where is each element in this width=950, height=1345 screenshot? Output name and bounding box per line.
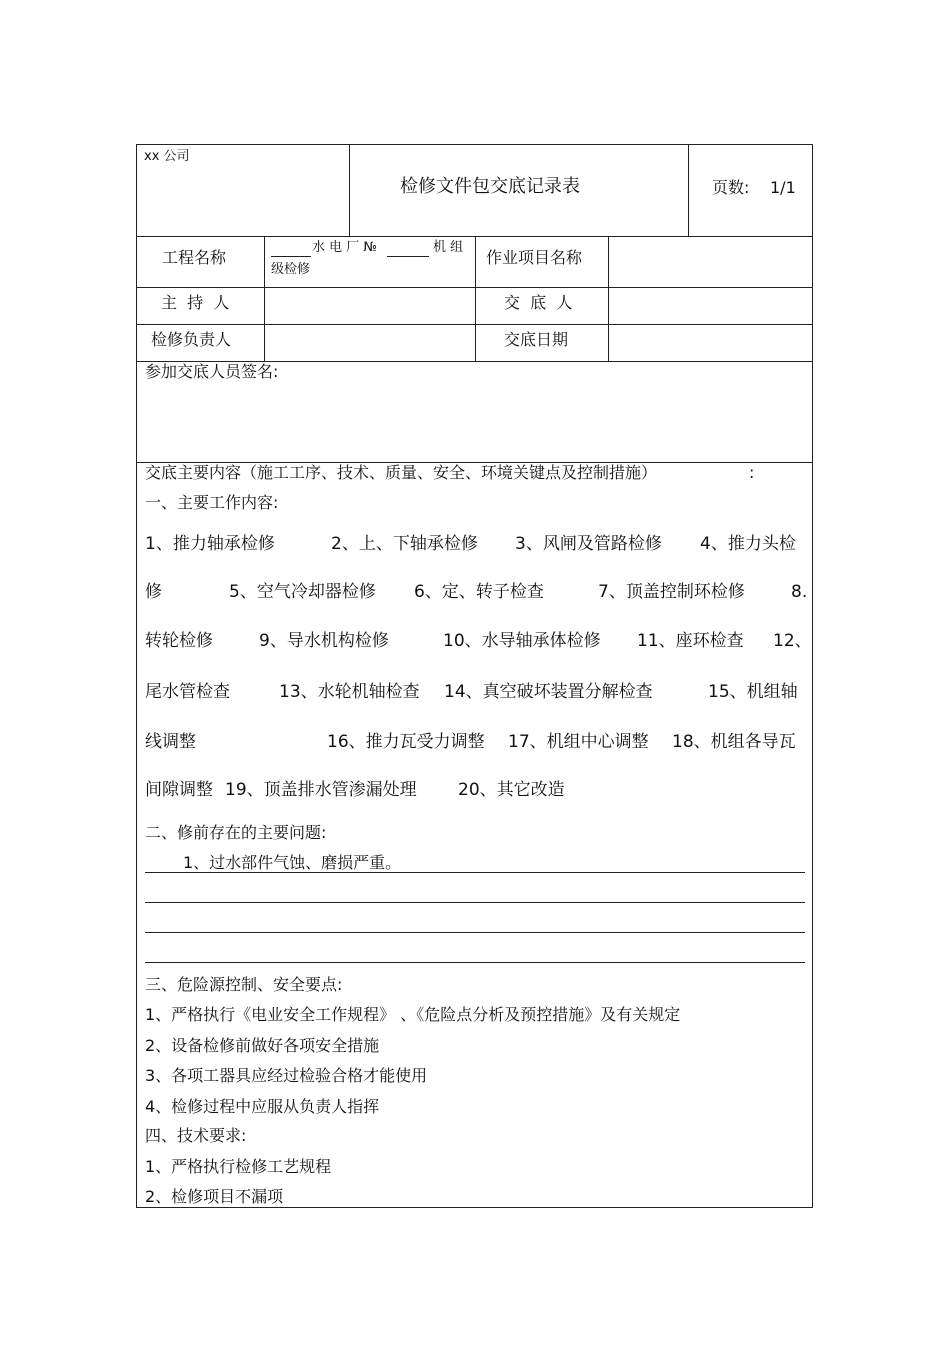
work-item: 间隙调整: [145, 780, 213, 800]
content-heading: 交底主要内容（施工工序、技术、质量、安全、环境关键点及控制措施）: [145, 463, 658, 482]
work-item: 15、机组轴: [708, 682, 798, 702]
work-item: 11、座环检查: [637, 631, 744, 651]
work-item: 12、: [773, 631, 812, 651]
section-4-item: 1、严格执行检修工艺规程: [145, 1157, 332, 1176]
section-3-item: 4、检修过程中应服从负责人指挥: [145, 1097, 380, 1116]
blank-line: [387, 256, 429, 257]
work-item: 14、真空破坏装置分解检查: [444, 682, 653, 702]
page-label: 页数:: [712, 178, 750, 197]
writing-line: [145, 902, 805, 903]
work-item: 8.: [791, 582, 808, 602]
writing-line: [145, 932, 805, 933]
project-name-value: 水 电 厂 №: [312, 240, 377, 255]
section-2-item: 1、过水部件气蚀、磨损严重。: [183, 853, 402, 872]
page-value: 1/1: [770, 178, 796, 197]
form-title: 检修文件包交底记录表: [400, 176, 580, 197]
work-item: 5、空气冷却器检修: [229, 582, 376, 602]
leader-label: 检修负责人: [151, 330, 232, 349]
signatures-label: 参加交底人员签名:: [145, 362, 279, 381]
work-item: 2、上、下轴承检修: [331, 534, 478, 554]
work-item: 1、推力轴承检修: [145, 534, 275, 554]
work-item: 6、定、转子检查: [414, 582, 544, 602]
project-name-label: 工程名称: [162, 248, 227, 267]
work-item: 19、顶盖排水管渗漏处理: [225, 780, 417, 800]
work-item: 18、机组各导瓦: [672, 732, 796, 752]
work-item: 20、其它改造: [458, 780, 565, 800]
work-item: 尾水管检查: [145, 682, 230, 702]
section-3-item: 1、严格执行《电业安全工作规程》 、《危险点分析及预控措施》及有关规定: [145, 1005, 681, 1024]
work-item: 9、导水机构检修: [259, 631, 389, 651]
project-name-value-suffix: 机 组: [433, 240, 464, 255]
work-item-label: 作业项目名称: [486, 248, 583, 267]
presenter-label: 交 底 人: [504, 293, 573, 312]
divider: [475, 236, 476, 361]
work-item: 修: [145, 582, 162, 602]
work-item: 7、顶盖控制环检修: [598, 582, 745, 602]
section-2-title: 二、修前存在的主要问题:: [145, 823, 327, 842]
section-3-item: 2、设备检修前做好各项安全措施: [145, 1036, 380, 1055]
project-name-value-line2: 级检修: [271, 262, 311, 277]
section-1-title: 一、主要工作内容:: [145, 493, 279, 512]
section-3-item: 3、各项工器具应经过检验合格才能使用: [145, 1066, 428, 1085]
blank-line: [271, 256, 311, 257]
divider: [688, 145, 689, 236]
work-item: 4、推力头检: [700, 534, 796, 554]
date-label: 交底日期: [504, 330, 569, 349]
work-item: 线调整: [145, 732, 196, 752]
work-item: 16、推力瓦受力调整: [327, 732, 485, 752]
divider: [264, 236, 265, 361]
work-item: 转轮检修: [145, 631, 213, 651]
writing-line: [145, 962, 805, 963]
divider: [608, 236, 609, 361]
content-heading-colon: :: [749, 463, 755, 482]
work-item: 13、水轮机轴检查: [279, 682, 420, 702]
work-item: 3、风闸及管路检修: [515, 534, 662, 554]
section-3-title: 三、危险源控制、安全要点:: [145, 975, 343, 994]
host-label: 主 持 人: [161, 293, 230, 312]
work-item: 17、机组中心调整: [508, 732, 649, 752]
divider: [349, 145, 350, 236]
company-name: xx 公司: [144, 149, 190, 164]
writing-line: [145, 872, 805, 873]
section-4-title: 四、技术要求:: [145, 1126, 247, 1145]
work-item: 10、水导轴承体检修: [443, 631, 601, 651]
section-4-item: 2、检修项目不漏项: [145, 1187, 284, 1206]
